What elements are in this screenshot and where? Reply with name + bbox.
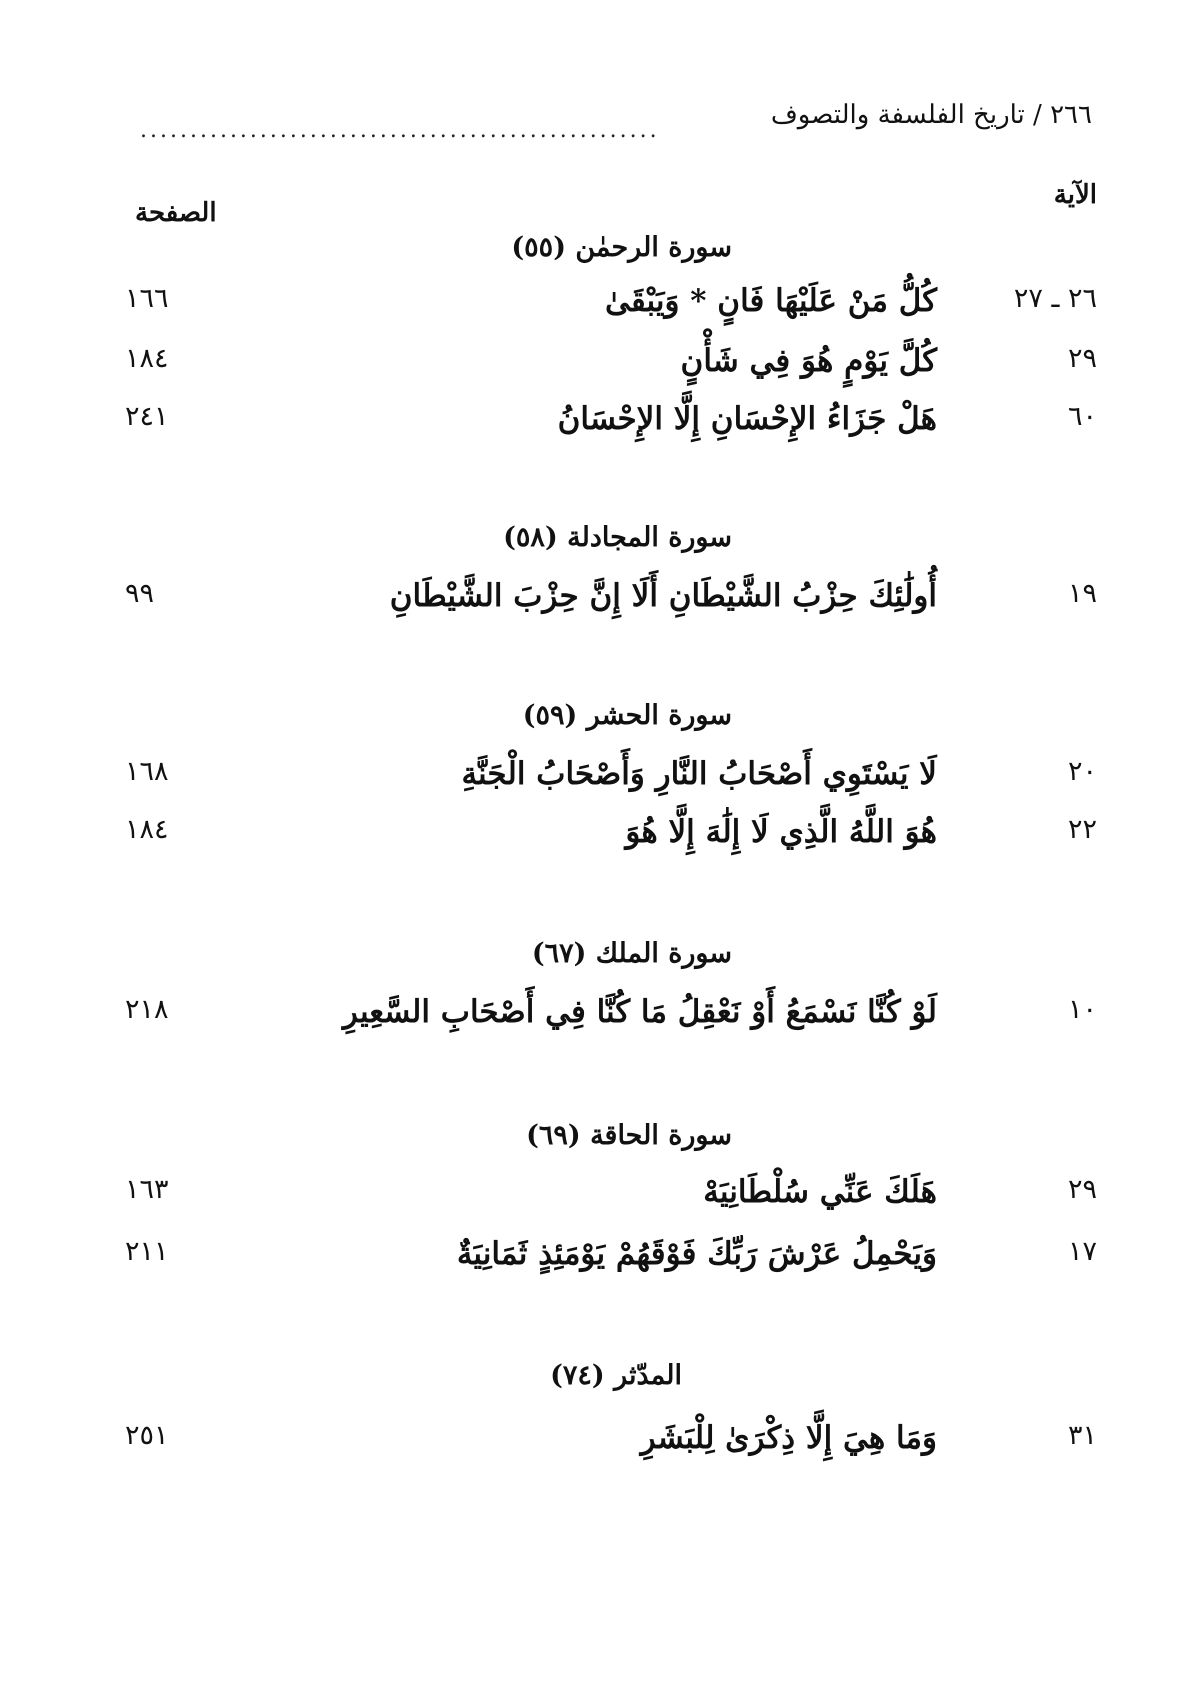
verse-text: كُلُّ مَنْ عَلَيْهَا فَانٍ * وَيَبْقَىٰ — [605, 283, 937, 319]
surah-title: سورة المجادلة (٥٨) — [503, 522, 732, 553]
verse-number: ٢٠ — [1067, 756, 1097, 787]
verse-text: كُلَّ يَوْمٍ هُوَ فِي شَأْنٍ — [680, 343, 937, 379]
verse-number: ١٠ — [1067, 994, 1097, 1025]
index-row — [0, 578, 1202, 630]
verse-text: أُولَٰئِكَ حِزْبُ الشَّيْطَانِ أَلَا إِنَّ حِزْبَ الشَّيْطَانِ — [389, 578, 937, 614]
column-header-page: الصفحة — [135, 198, 217, 228]
surah-title: سورة الحشر (٥٩) — [522, 700, 732, 731]
verse-text: هَلَكَ عَنِّي سُلْطَانِيَهْ — [703, 1174, 937, 1210]
header-leader-dots: .................................................... — [140, 118, 660, 143]
verse-text: لَوْ كُنَّا نَسْمَعُ أَوْ نَعْقِلُ مَا كُنَّا فِي أَصْحَابِ السَّعِيرِ — [342, 994, 937, 1030]
index-row — [0, 401, 1202, 453]
surah-title: سورة الرحمٰن (٥٥) — [511, 232, 732, 263]
page-number: ٢١٨ — [125, 994, 169, 1025]
verse-number: ٦٠ — [1067, 401, 1097, 432]
verse-number: ١٧ — [1067, 1236, 1097, 1267]
index-row — [0, 994, 1202, 1046]
page-number: ٩٩ — [125, 578, 155, 609]
index-row — [0, 1420, 1202, 1472]
verse-number: ١٩ — [1067, 578, 1097, 609]
verse-text: وَيَحْمِلُ عَرْشَ رَبِّكَ فَوْقَهُمْ يَوْمَئِذٍ ثَمَانِيَةٌ — [456, 1236, 937, 1272]
verse-number: ٣١ — [1067, 1420, 1097, 1451]
page-number: ١٦٨ — [125, 756, 169, 787]
verse-number: ٢٦ ـ ٢٧ — [1013, 283, 1097, 314]
column-header-verse: الآية — [1053, 180, 1097, 210]
running-header: ٢٦٦ / تاريخ الفلسفة والتصوف — [770, 100, 1092, 130]
verse-number: ٢٢ — [1067, 814, 1097, 845]
index-row — [0, 343, 1202, 395]
page-number: ٢٥١ — [125, 1420, 169, 1451]
page-number: ١٦٦ — [125, 283, 169, 314]
index-row — [0, 756, 1202, 808]
index-row — [0, 814, 1202, 866]
surah-title: سورة الحاقة (٦٩) — [526, 1120, 732, 1151]
verse-text: لَا يَسْتَوِي أَصْحَابُ النَّارِ وَأَصْحَابُ الْجَنَّةِ — [461, 756, 937, 792]
verse-text: هُوَ اللَّهُ الَّذِي لَا إِلَٰهَ إِلَّا هُوَ — [625, 814, 937, 850]
index-row — [0, 283, 1202, 335]
page-number: ٢٤١ — [125, 401, 169, 432]
page-number: ١٨٤ — [125, 343, 169, 374]
index-row — [0, 1236, 1202, 1288]
page-number: ١٦٣ — [125, 1174, 169, 1205]
page-number: ١٨٤ — [125, 814, 169, 845]
surah-title: المدّثر (٧٤) — [550, 1360, 682, 1391]
surah-title: سورة الملك (٦٧) — [531, 938, 732, 969]
verse-text: هَلْ جَزَاءُ الإِحْسَانِ إِلَّا الإِحْسَانُ — [557, 401, 937, 437]
verse-number: ٢٩ — [1067, 343, 1097, 374]
verse-text: وَمَا هِيَ إِلَّا ذِكْرَىٰ لِلْبَشَرِ — [640, 1420, 937, 1456]
page-number: ٢١١ — [125, 1236, 169, 1267]
verse-number: ٢٩ — [1067, 1174, 1097, 1205]
index-row — [0, 1174, 1202, 1226]
